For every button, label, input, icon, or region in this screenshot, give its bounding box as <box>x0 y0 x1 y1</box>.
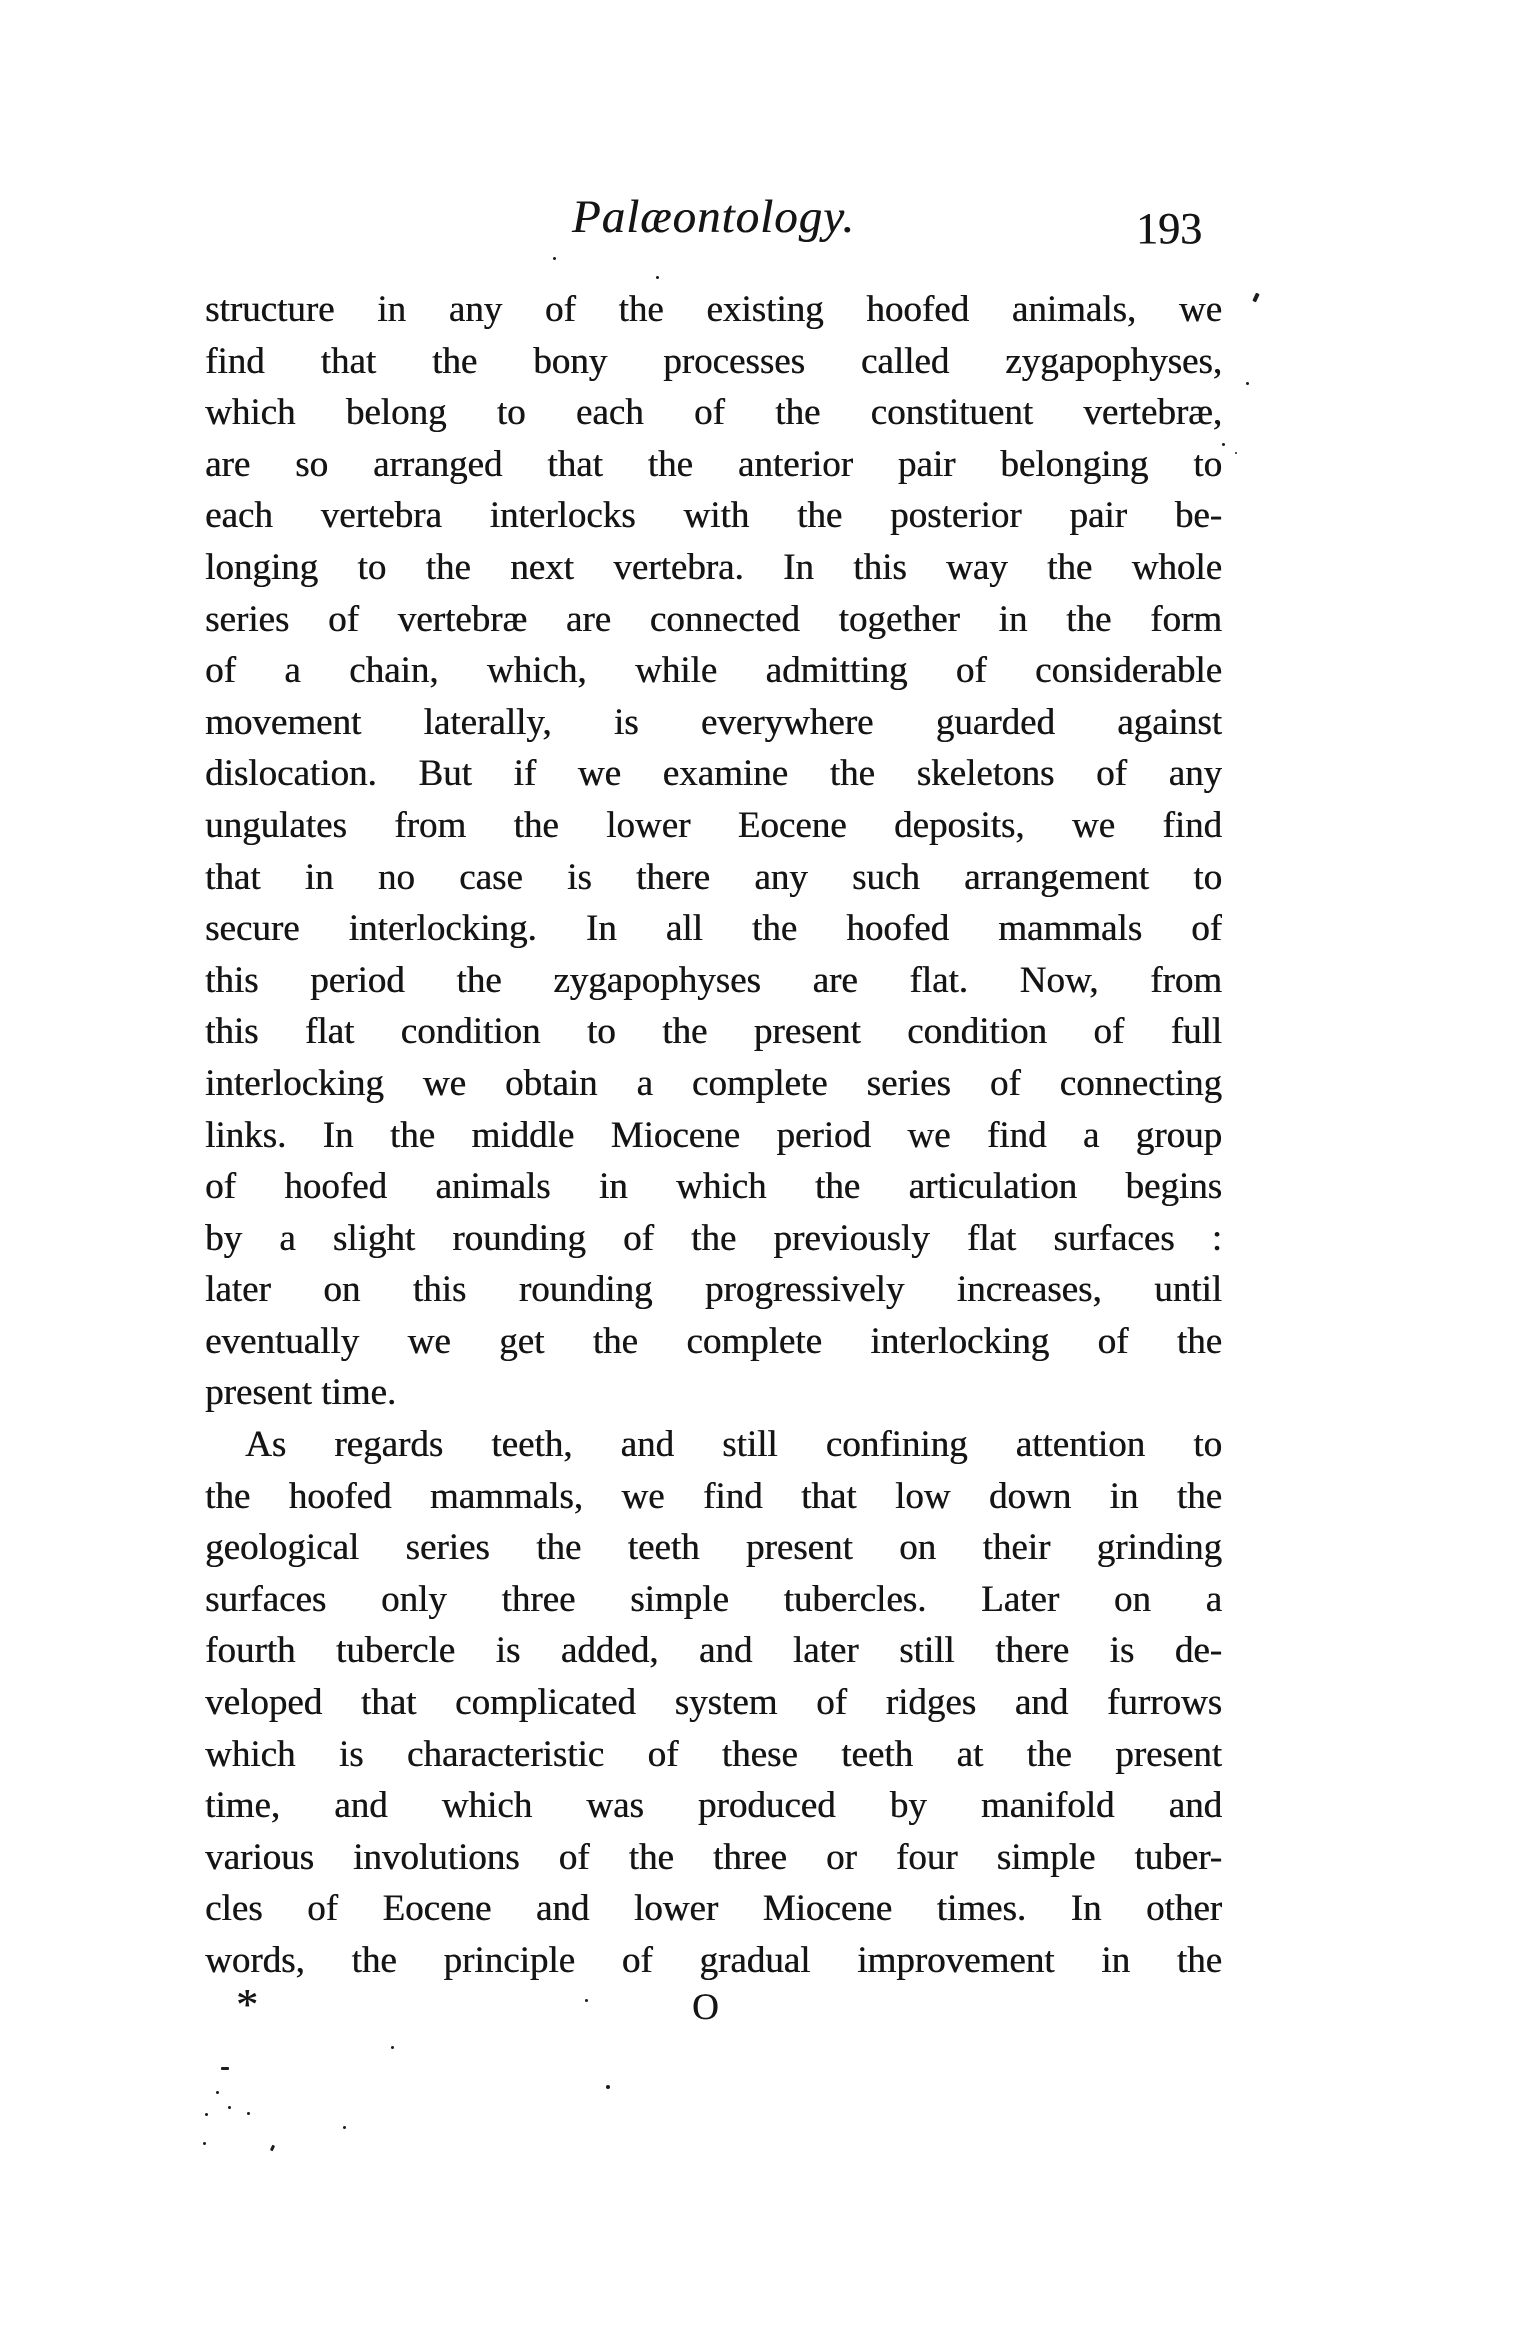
text-line: links. In the middle Miocene period we find a group <box>205 1114 1222 1156</box>
text-line: are so arranged that the anterior pair belonging to <box>205 443 1222 485</box>
scan-speck <box>228 2106 231 2109</box>
text-line: geological series the teeth present on their grinding <box>205 1527 1222 1569</box>
text-line: longing to the next vertebra. In this way the whole <box>205 546 1222 588</box>
page-number: 193 <box>1136 204 1202 253</box>
signature-mark: O <box>692 1987 719 2028</box>
text-line: dislocation. But if we examine the skeletons of any <box>205 753 1222 795</box>
scan-speck <box>585 1999 588 2002</box>
text-line: eventually we get the complete interlocking of the <box>205 1320 1222 1362</box>
text-line: various involutions of the three or four simple tuber- <box>205 1836 1222 1878</box>
scan-speck <box>203 2142 206 2145</box>
scan-speck <box>656 276 659 279</box>
text-line: of a chain, which, while admitting of considerable <box>205 650 1222 692</box>
text-line: surfaces only three simple tubercles. Later on a <box>205 1578 1222 1620</box>
text-line: which belong to each of the constituent vertebræ, <box>205 392 1222 434</box>
text-line: veloped that complicated system of ridges and furrows <box>205 1682 1222 1724</box>
text-line: ungulates from the lower Eocene deposits, we find <box>205 804 1222 846</box>
text-line: that in no case is there any such arrangement to <box>205 856 1222 898</box>
text-line: movement laterally, is everywhere guarded against <box>205 701 1222 743</box>
text-line: by a slight rounding of the previously flat surfaces : <box>205 1217 1222 1259</box>
text-line: interlocking we obtain a complete series of connecting <box>205 1062 1222 1104</box>
text-line: structure in any of the existing hoofed animals, we <box>205 289 1222 330</box>
scan-speck <box>247 2112 250 2115</box>
scan-speck <box>553 257 556 260</box>
text-line: this flat condition to the present condition of full <box>205 1011 1222 1053</box>
text-line: secure interlocking. In all the hoofed mammals of <box>205 908 1222 950</box>
text-line: cles of Eocene and lower Miocene times. In other <box>205 1888 1222 1930</box>
text-line: series of vertebræ are connected together in the form <box>205 598 1222 640</box>
body-text <box>205 284 1222 1987</box>
text-line: each vertebra interlocks with the posterior pair be- <box>205 495 1222 537</box>
text-line: this period the zygapophyses are flat. Now, from <box>205 959 1222 1001</box>
text-line: As regards teeth, and still confining attention to <box>245 1424 1222 1466</box>
text-line: of hoofed animals in which the articulation begins <box>205 1166 1222 1208</box>
text-line: present time. <box>205 1372 397 1414</box>
scan-speck <box>343 2126 346 2129</box>
scan-speck <box>221 2067 229 2070</box>
scan-speck <box>216 2091 219 2094</box>
text-line: later on this rounding progressively increases, until <box>205 1269 1222 1311</box>
scan-speck <box>205 2113 208 2116</box>
text-line: find that the bony processes called zygapophyses, <box>205 340 1222 382</box>
text-line: time, and which was produced by manifold and <box>205 1785 1222 1827</box>
scan-speck <box>391 2046 394 2049</box>
text-line: which is characteristic of these teeth at the present <box>205 1733 1222 1775</box>
footnote-asterisk: * <box>236 1980 258 2029</box>
scan-speck <box>606 2085 610 2089</box>
text-line: the hoofed mammals, we find that low down in the <box>205 1475 1222 1517</box>
scan-speck <box>1246 382 1249 385</box>
text-line: words, the principle of gradual improvement in the <box>205 1940 1222 1981</box>
scan-speck <box>1222 443 1225 446</box>
text-line: fourth tubercle is added, and later still there is de- <box>205 1630 1222 1672</box>
scan-speck <box>1252 293 1259 303</box>
scan-speck <box>270 2145 275 2152</box>
running-title: Palæontology. <box>571 191 856 243</box>
scan-speck <box>1235 452 1237 454</box>
